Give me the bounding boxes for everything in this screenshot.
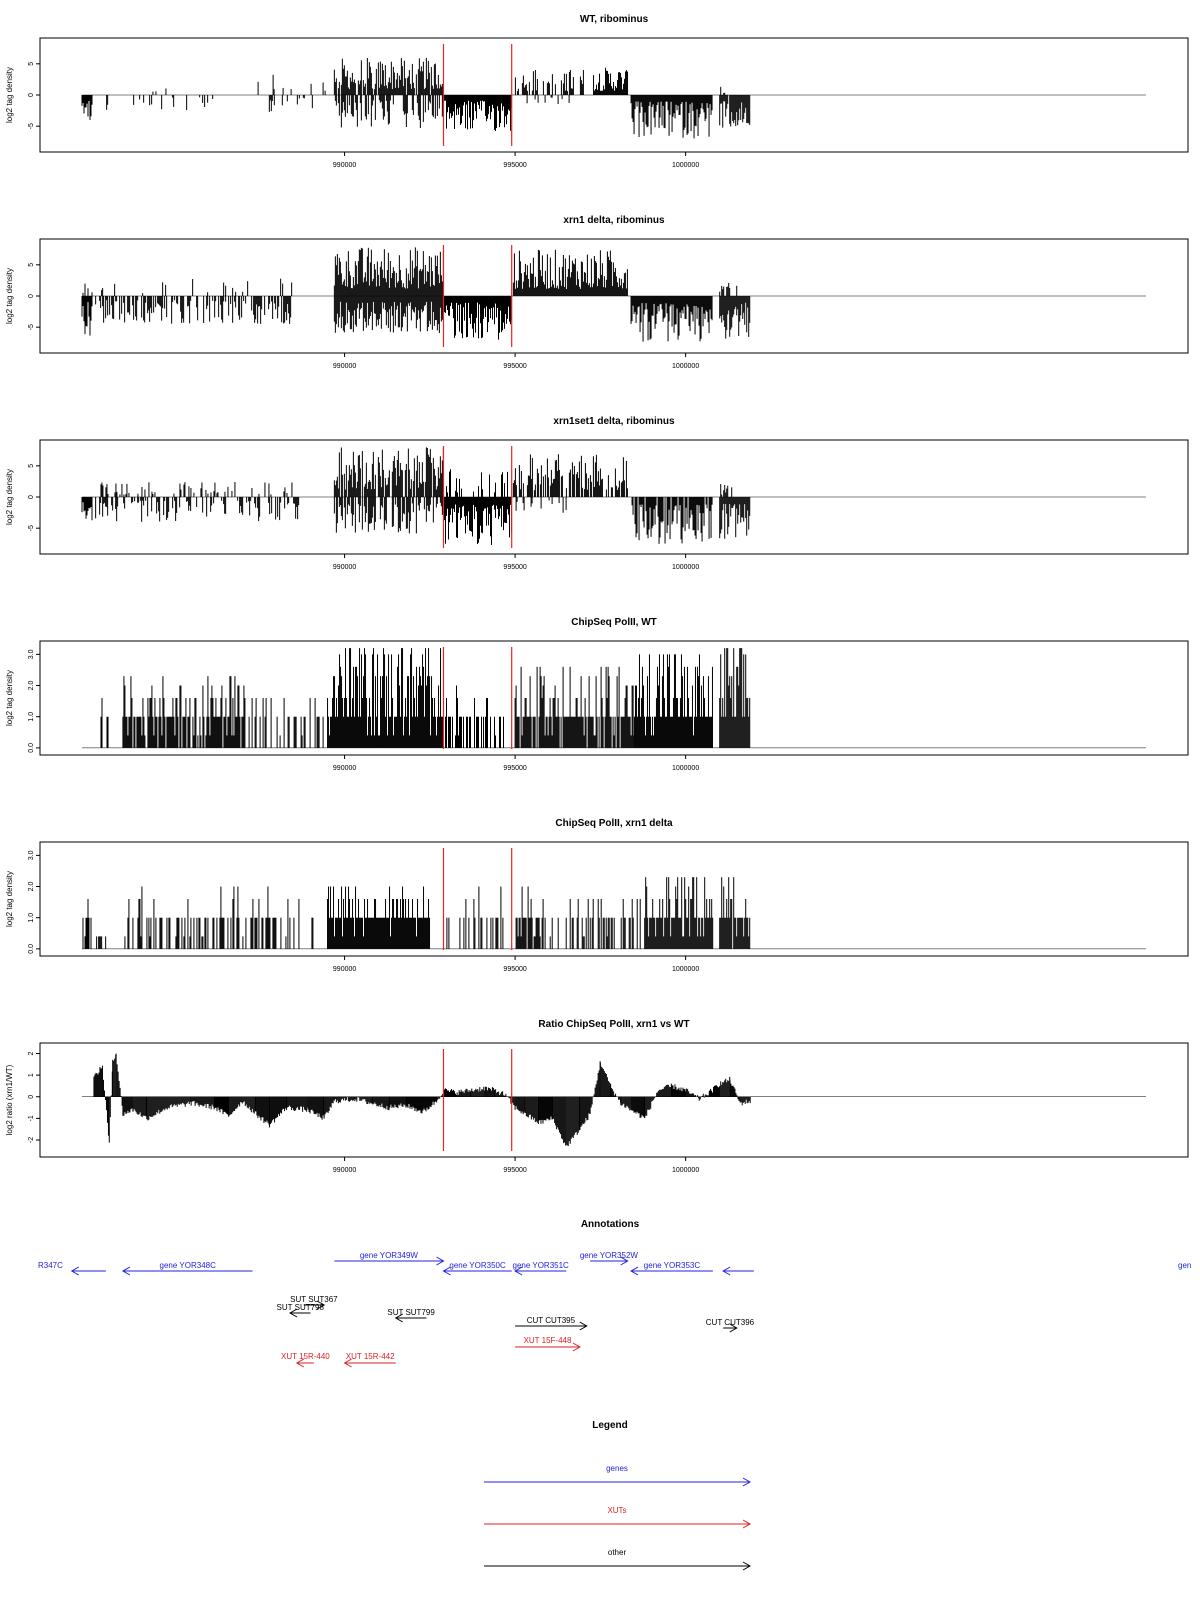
gene-label: gen (1178, 1261, 1192, 1270)
y-tick-label: 0 (28, 294, 35, 298)
x-tick-label: 1000000 (671, 363, 700, 370)
annotations-section (38, 1219, 1191, 1367)
chart-panel (5, 617, 1188, 772)
legend-label: genes (606, 1464, 628, 1473)
annotations-title: Annotations (580, 1219, 640, 1230)
gene-annotation (443, 1261, 511, 1275)
chart-title: ChipSeq PolII, xrn1 delta (555, 818, 673, 829)
data-bars (82, 247, 750, 341)
data-bars (82, 58, 750, 139)
chart-title: Ratio ChipSeq PolII, xrn1 vs WT (538, 1019, 690, 1030)
chart-panel (5, 416, 1188, 571)
gene-label: gene YOR353C (643, 1261, 701, 1270)
y-tick-label: 0 (28, 93, 35, 97)
y-tick-label: -5 (28, 525, 35, 532)
xut-annotation (515, 1336, 580, 1351)
y-tick-label: 2 (28, 1051, 35, 1056)
y-tick-label: 5 (28, 262, 35, 267)
gene-annotation (513, 1261, 570, 1275)
y-tick-label: 0.0 (28, 944, 35, 954)
x-tick-label: 990000 (332, 1167, 357, 1174)
gene-annotation (580, 1251, 639, 1265)
data-bars (94, 1054, 750, 1146)
chart-title: xrn1 delta, ribominus (563, 215, 665, 226)
gene-label: gene YOR349W (359, 1251, 418, 1260)
xut-label: XUT 15R-442 (345, 1352, 395, 1361)
x-tick-label: 990000 (332, 162, 357, 169)
gene-annotation (123, 1261, 253, 1275)
y-axis-label: log2 tag density (5, 468, 14, 526)
y-tick-label: -5 (28, 324, 35, 331)
y-tick-label: 5 (28, 61, 35, 66)
chart-title: xrn1set1 delta, ribominus (553, 416, 675, 427)
chart-title: ChipSeq PolII, WT (571, 617, 657, 628)
legend-item (484, 1464, 750, 1486)
y-tick-label: 3.0 (28, 850, 35, 861)
y-tick-label: 0 (28, 1094, 35, 1099)
gene-annotation (723, 1261, 1191, 1275)
data-bars (82, 447, 750, 545)
y-axis-label: log2 tag density (5, 66, 14, 124)
y-axis-label: log2 tag density (5, 870, 14, 928)
xut-label: XUT 15R-440 (280, 1352, 330, 1361)
gene-label: gene YOR350C (449, 1261, 506, 1270)
other-annotation (277, 1303, 325, 1317)
x-tick-label: 1000000 (671, 1167, 700, 1174)
y-axis-label: log2 tag density (5, 669, 14, 727)
x-tick-label: 990000 (332, 765, 357, 772)
y-tick-label: 1.0 (28, 912, 35, 923)
y-tick-label: 1.0 (28, 711, 35, 722)
y-tick-label: 0.0 (28, 743, 35, 753)
legend-item (484, 1548, 750, 1570)
x-tick-label: 995000 (503, 162, 527, 169)
gene-label: gene YOR351C (512, 1261, 569, 1270)
y-axis-label: log2 tag density (5, 267, 14, 325)
gene-annotation (631, 1261, 713, 1275)
chart-panels (5, 14, 1188, 1174)
xut-annotation (345, 1352, 396, 1367)
legend-section (484, 1420, 750, 1570)
other-label: SUT SUT799 (387, 1308, 435, 1317)
y-tick-label: 2.0 (28, 881, 35, 892)
x-tick-label: 1000000 (671, 564, 700, 571)
xut-annotation (281, 1352, 330, 1367)
x-tick-label: 1000000 (671, 966, 700, 973)
x-tick-label: 995000 (503, 363, 527, 370)
y-tick-label: -5 (28, 123, 35, 130)
y-tick-label: 5 (28, 463, 35, 468)
other-label: CUT CUT395 (526, 1316, 576, 1325)
x-tick-label: 995000 (503, 564, 527, 571)
legend-title: Legend (592, 1420, 628, 1431)
gene-label: gene YOR348C (159, 1261, 216, 1270)
y-tick-label: 0 (28, 495, 35, 499)
xut-label: XUT 15F-448 (523, 1336, 572, 1345)
y-tick-label: -2 (28, 1136, 35, 1144)
other-annotation (706, 1318, 755, 1332)
x-tick-label: 1000000 (671, 765, 700, 772)
gene-annotation (334, 1251, 443, 1265)
legend-label: XUTs (607, 1506, 627, 1515)
other-annotation (387, 1308, 435, 1322)
gene-label: gene YOR352W (579, 1251, 638, 1260)
chart-panel (5, 818, 1188, 973)
x-tick-label: 990000 (332, 564, 357, 571)
chart-title: WT, ribominus (579, 14, 649, 25)
y-tick-label: 2.0 (28, 680, 35, 691)
legend-item (484, 1506, 750, 1528)
x-tick-label: 1000000 (671, 162, 700, 169)
y-tick-label: -1 (28, 1115, 35, 1122)
y-tick-label: 1 (28, 1073, 35, 1078)
y-tick-label: 3.0 (28, 649, 35, 660)
data-bars (101, 648, 750, 748)
other-label: CUT CUT396 (705, 1318, 755, 1327)
x-tick-label: 995000 (503, 765, 527, 772)
chart-panel (5, 1019, 1188, 1174)
x-tick-label: 995000 (503, 966, 527, 973)
x-tick-label: 990000 (332, 363, 357, 370)
legend-items (484, 1464, 750, 1570)
annotation-items (38, 1251, 1191, 1367)
gene-label: R347C (38, 1261, 63, 1270)
other-label: SUT SUT367 (290, 1295, 338, 1304)
x-tick-label: 990000 (332, 966, 357, 973)
data-bars (83, 877, 750, 949)
x-tick-label: 995000 (503, 1167, 527, 1174)
other-label: SUT SUT798 (276, 1303, 324, 1312)
y-axis-label: log2 ratio (xrn1/WT) (5, 1064, 14, 1136)
chart-panel (5, 14, 1188, 169)
legend-label: other (607, 1548, 627, 1557)
other-annotation (515, 1316, 587, 1330)
chart-panel (5, 215, 1188, 370)
gene-annotation (38, 1261, 106, 1275)
